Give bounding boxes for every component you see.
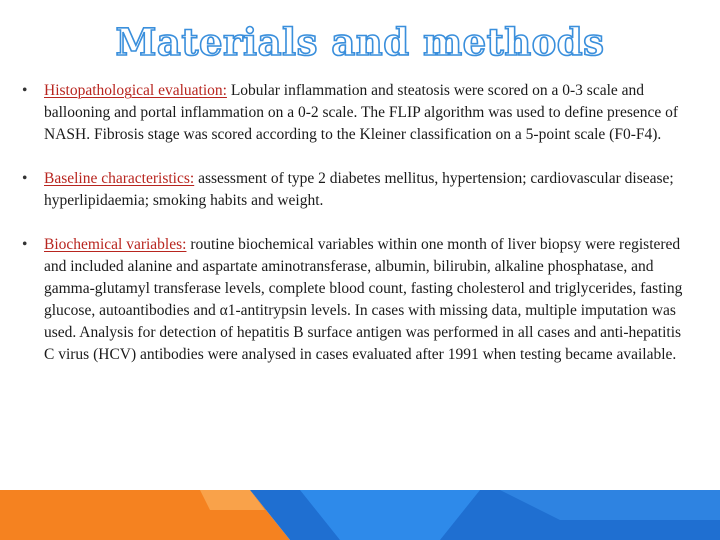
bullet-label: Biochemical variables:: [44, 236, 187, 253]
bullet-baseline: [22, 168, 692, 212]
bullet-label: Baseline characteristics:: [44, 170, 195, 187]
bullet-text: Lobular inflammation and steatosis were scored on a 0-3 scale and ballooning and portal inflammation on a 0-2 scale. The FLIP algorithm was used to define presence of NASH. Fibrosis stage was scored according to the Kleiner classification on a 5-point scale (F0-F4).: [44, 82, 679, 143]
bullet-biochemical: [22, 234, 692, 366]
slide-title: Materials and methods: [115, 20, 605, 64]
bullet-text: assessment of type 2 diabetes mellitus, hypertension; cardiovascular disease; hyperlipidaemia; smoking habits and weight.: [44, 170, 674, 209]
bullet-label: Histopathological evaluation:: [44, 82, 227, 99]
bullet-dot-icon: •: [22, 236, 28, 253]
bullet-dot-icon: •: [22, 82, 28, 99]
bullet-list: [22, 80, 692, 388]
bullet-text: routine biochemical variables within one month of liver biopsy were registered and included alanine and aspartate aminotransferase, albumin, bilirubin, alkaline phosphatase, and gamma-glutamyl transferase levels, complete blood count, fasting cholesterol and triglycerides, fasting glucose, autoantibodies and α1-antitrypsin levels. In cases with missing data, multiple imputation was used. Analysis for detection of hepatitis B surface antigen was performed in all cases and anti-hepatitis C virus (HCV) antibodies were analysed in cases evaluated after 1991 when testing became available.: [44, 236, 683, 363]
bullet-histopathological: [22, 80, 692, 146]
bullet-dot-icon: •: [22, 170, 28, 187]
footer-decoration: [0, 490, 720, 540]
